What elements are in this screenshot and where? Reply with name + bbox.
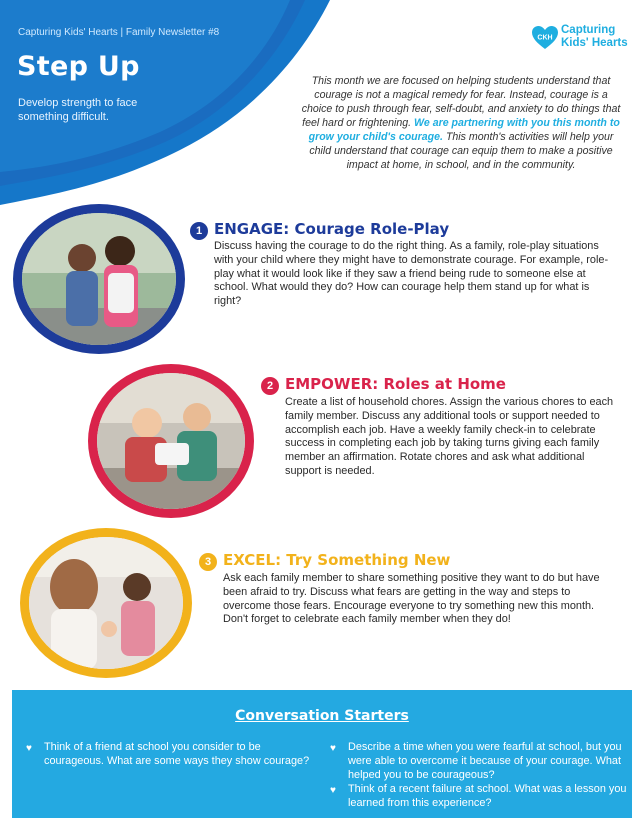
section-3-title: EXCEL: Try Something New [223, 551, 451, 569]
heart-bullet-icon: ♥ [26, 743, 32, 754]
conversation-bullet-1-text: Think of a friend at school you consider to be courageous. What are some ways they show courage? [44, 741, 310, 767]
section-2-body: Create a list of household chores. Assign the various chores to each family member. Discuss any additional tools or support needed to accomplish each job. Have a weekly family check-in to celebrate success in completing each job by taking turns giving each family member an affirmation. Rotate chores and ask what additional support is needed. [285, 396, 614, 477]
section-2-photo [88, 364, 254, 518]
intro-text-1: This month we are focused on helping students understand that courage is not a magical remedy for fear. Instead, courage is a choice to push through fear, self-doubt, and anxiety to do things that feel hard or frightening. [301, 75, 621, 129]
newsletter-kicker: Capturing Kids' Hearts | Family Newsletter #8 [18, 27, 220, 38]
page-title: Step Up [17, 51, 140, 82]
section-2-number: 2 [261, 377, 279, 395]
heart-bullet-icon: ♥ [330, 743, 336, 754]
section-3-number: 3 [199, 553, 217, 571]
heart-logo-icon [531, 24, 559, 52]
page-subtitle: Develop strength to face something difficult. [18, 97, 138, 123]
logo-line-1: Capturing [561, 24, 616, 36]
section-3-body: Ask each family member to share something positive they want to do but have been afraid to try. Discuss what fears are getting in the way and steps to overcome those fears. Encourage everyone to try something new this month. Don't forget to celebrate each family member when they do! [223, 572, 600, 626]
conversation-starters-box [12, 690, 632, 818]
heart-bullet-icon: ♥ [330, 785, 336, 796]
conversation-bullet-2-text: Describe a time when you were fearful at school, but you were able to overcome it because of your courage. What helped you to be courageous? [348, 741, 622, 781]
logo-text [561, 24, 628, 50]
conversation-starters-title: Conversation Starters [235, 708, 409, 724]
section-1-title: ENGAGE: Courage Role-Play [214, 220, 450, 238]
logo-badge-text: CKH [537, 34, 553, 42]
intro-paragraph [300, 74, 622, 172]
section-1-photo [13, 204, 185, 354]
conversation-bullet-3 [330, 783, 630, 811]
logo [531, 22, 641, 54]
section-3-photo [20, 528, 192, 678]
section-2-title: EMPOWER: Roles at Home [285, 375, 506, 393]
section-1-number: 1 [190, 222, 208, 240]
conversation-bullet-3-text: Think of a recent failure at school. What was a lesson you learned from this experience? [348, 783, 627, 809]
conversation-bullet-1 [26, 741, 312, 769]
section-1-body: Discuss having the courage to do the right thing. As a family, role-play situations with your child where they might have to demonstrate courage. For example, role-play what it would look like if they saw a friend being rude to someone else at school. What would they do? How can courage help them stand up for what is right? [214, 240, 609, 308]
conversation-bullet-2 [330, 741, 630, 782]
logo-line-2: Kids' Hearts [561, 37, 628, 49]
intro-text-2: This month's activities will help your child understand that courage can equip them to make a positive impact at home, in school, and in the community. [309, 131, 614, 171]
intro-highlight: We are partnering with you this month to grow your child's courage. [308, 117, 620, 143]
